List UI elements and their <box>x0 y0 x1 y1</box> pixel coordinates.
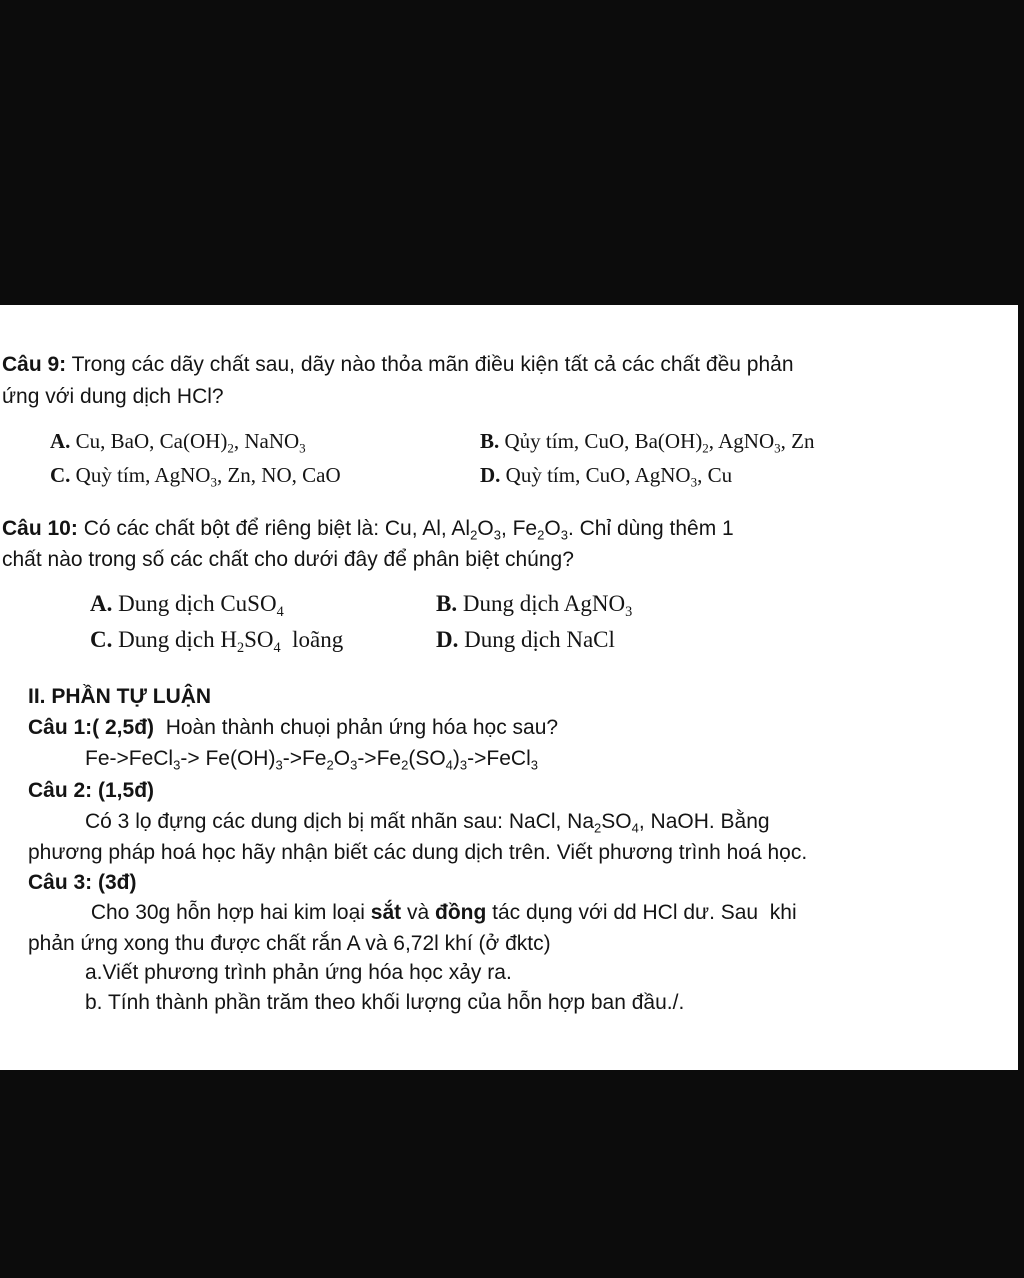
q10-option-a: A. Dung dịch CuSO$_4$ <box>90 591 284 620</box>
q10-label: Câu 10: <box>2 517 78 540</box>
q9-label: Câu 9: <box>2 353 67 376</box>
q10-option-b: B. Dung dịch AgNO$_3$ <box>436 591 633 620</box>
document-page <box>0 305 1018 1070</box>
c1-label: Câu 1:( 2,5đ) <box>28 716 155 739</box>
q10-option-d: D. Dung dịch NaCl <box>436 627 615 652</box>
c1-chain: Fe->FeCl$_3$-> $Fe(OH)_3->Fe_2O_3->Fe_2(SO_4)_3->FeCl_3$ <box>85 747 539 773</box>
q9-option-d: D. Quỳ tím, CuO, AgNO$_3$, Cu <box>480 463 733 490</box>
q9-text: Trong các dãy chất sau, dãy nào thỏa mãn điều kiện tất cả các chất đều phản <box>66 353 794 376</box>
c3-label: Câu 3: (3đ) <box>28 871 137 894</box>
c3-part-a: a.Viết phương trình phản ứng hóa học xảy ra. <box>85 961 512 984</box>
c2-line-2: phương pháp hoá học hãy nhận biết các dung dịch trên. Viết phương trình hoá học. <box>28 841 808 864</box>
q10-option-c: C. Dung dịch $H_2SO_4$ loãng <box>90 627 344 656</box>
q10-line-1: Câu 10: Có các chất bột để riêng biệt là: Cu, Al, $Al_2O_3$, $Fe_2O_3$. Chỉ dùng thêm 1 <box>2 517 734 543</box>
c3-line-2: phản ứng xong thu được chất rắn A và 6,72l khí (ở đktc) <box>28 932 551 955</box>
section-title: II. PHẦN TỰ LUẬN <box>28 685 212 708</box>
q9-option-a: A. Cu, BaO, $Ca(OH)_2$, NaNO$_3$ <box>50 429 306 456</box>
c2-label: Câu 2: (1,5đ) <box>28 779 155 802</box>
c3-part-b: b. Tính thành phần trăm theo khối lượng của hỗn hợp ban đầu./. <box>85 991 685 1014</box>
q9-line-1 <box>2 353 794 377</box>
c3-line-1: Cho 30g hỗn hợp hai kim loại sắt và đồng tác dụng với dd HCl dư. Sau khi <box>85 901 797 924</box>
q9-option-c: C. Quỳ tím, AgNO$_3$, Zn, NO, CaO <box>50 463 341 490</box>
c1-line: Câu 1:( 2,5đ) Hoàn thành chuọi phản ứng hóa học sau? <box>28 716 559 739</box>
q10-line-2: chất nào trong số các chất cho dưới đây để phân biệt chúng? <box>2 548 574 571</box>
c2-line-1: Có 3 lọ đựng các dung dịch bị mất nhãn sau: NaCl, $Na_2SO_4$, NaOH. Bằng <box>85 810 770 836</box>
q9-option-b: B. Qủy tím, CuO, $Ba(OH)_2$, AgNO$_3$, Zn <box>480 429 815 456</box>
q9-line-2: ứng với dung dịch HCl? <box>2 385 224 408</box>
